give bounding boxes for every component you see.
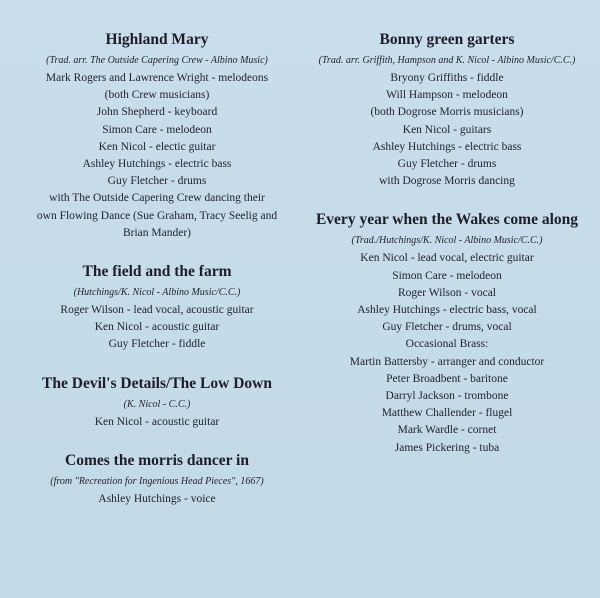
- song-title: Bonny green garters: [379, 31, 515, 48]
- song-bonny-green-garters: [302, 30, 592, 190]
- credit-line: with Dogrose Morris dancing: [379, 175, 515, 188]
- song-morris-dancer: [12, 451, 302, 508]
- credit-line: Darryl Jackson - trombone: [385, 390, 509, 403]
- song-credit: (Hutchings/K. Nicol - Albino Music/C.C.): [73, 287, 241, 299]
- credit-line: (both Crew musicians): [104, 89, 210, 102]
- right-column: [302, 30, 592, 477]
- credit-line: Guy Fletcher - drums: [107, 175, 207, 188]
- credit-line: Roger Wilson - vocal: [397, 286, 496, 299]
- credit-line: Simon Care - melodeon: [102, 123, 212, 136]
- song-title: Comes the morris dancer in: [65, 451, 249, 469]
- song-title: The field and the farm: [82, 263, 232, 281]
- song-credit: (from "Recreation for Ingenious Head Pieces", 1667): [50, 475, 264, 487]
- credit-line: Ken Nicol - acoustic guitar: [94, 415, 220, 428]
- credit-line: Mark Wardle - cornet: [397, 424, 497, 437]
- credit-line: John Shepherd - keyboard: [96, 106, 218, 119]
- credit-line: Roger Wilson - lead vocal, acoustic guitar: [60, 304, 254, 317]
- credit-line: Ken Nicol - acoustic guitar: [94, 321, 220, 334]
- song-every-year-wakes: [302, 210, 592, 456]
- credit-line: Peter Broadbent - baritone: [386, 372, 508, 385]
- song-field-and-farm: [12, 262, 302, 354]
- song-title: Highland Mary: [105, 31, 209, 48]
- credit-line: (both Dogrose Morris musicians): [370, 106, 524, 119]
- credit-line: Guy Fletcher - drums, vocal: [382, 321, 512, 334]
- credit-line: Mark Rogers and Lawrence Wright - melodeons: [45, 72, 269, 84]
- song-highland-mary: [12, 30, 302, 242]
- credit-line: with The Outside Capering Crew dancing their: [49, 192, 265, 205]
- credit-line: Will Hampson - melodeon: [386, 89, 508, 102]
- song-credit: (Trad. arr. The Outside Capering Crew - Albino Music): [46, 55, 268, 66]
- credit-line: Guy Fletcher - fiddle: [108, 338, 206, 351]
- song-title: Every year when the Wakes come along: [315, 211, 579, 229]
- song-credit: (K. Nicol - C.C.): [123, 398, 191, 410]
- credit-line: Martin Battersby - arranger and conductor: [349, 355, 545, 368]
- song-title: The Devil's Details/The Low Down: [42, 374, 272, 392]
- credit-line: Matthew Challender - flugel: [381, 407, 513, 420]
- credit-line: own Flowing Dance (Sue Graham, Tracy Seelig and: [36, 209, 278, 222]
- song-devils-details: [12, 374, 302, 431]
- credit-line: Occasional Brass:: [405, 338, 489, 351]
- credit-line: Brian Mander): [122, 226, 192, 239]
- credit-line: Simon Care - melodeon: [392, 269, 502, 282]
- credit-line: Guy Fletcher - drums: [397, 158, 497, 171]
- credit-line: Ken Nicol - electic guitar: [98, 140, 216, 153]
- credit-line: Ashley Hutchings - electric bass: [372, 140, 522, 153]
- credit-line: Bryony Griffiths - fiddle: [390, 72, 504, 84]
- credit-line: Ken Nicol - lead vocal, electric guitar: [360, 252, 534, 265]
- song-credit: (Trad. arr. Griffith, Hampson and K. Nicol - Albino Music/C.C.): [318, 55, 576, 66]
- credit-line: Ken Nicol - guitars: [402, 123, 492, 136]
- left-column: [12, 30, 302, 528]
- credit-line: Ashley Hutchings - electric bass: [82, 158, 232, 171]
- song-credit: (Trad./Hutchings/K. Nicol - Albino Music/C.C.): [351, 235, 543, 247]
- credit-line: James Pickering - tuba: [394, 441, 500, 454]
- credit-line: Ashley Hutchings - electric bass, vocal: [357, 304, 537, 317]
- credit-line: Ashley Hutchings - voice: [98, 492, 216, 505]
